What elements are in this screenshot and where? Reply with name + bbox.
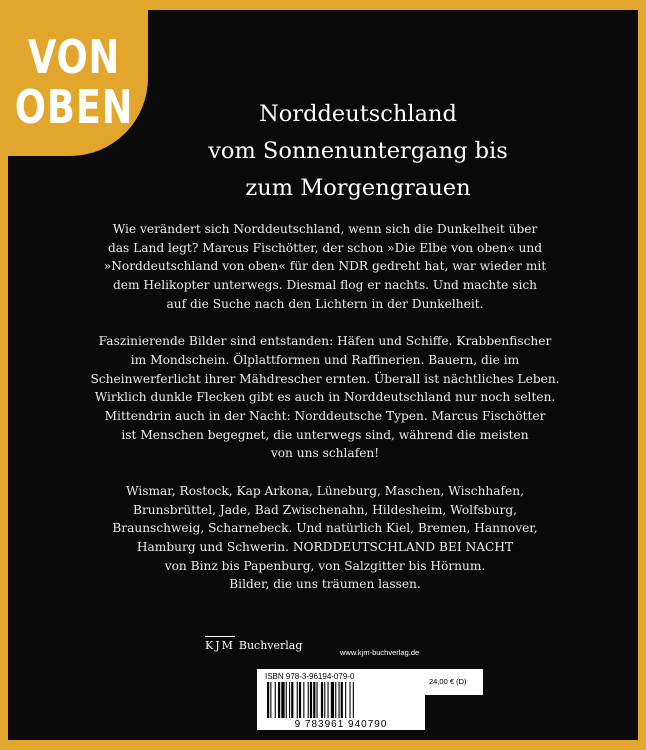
badge-line-2: OBEN: [14, 80, 134, 134]
headline-line: Norddeutschland: [259, 101, 457, 127]
barcode-bar: [289, 682, 290, 718]
barcode-bar: [317, 682, 318, 718]
barcode-bar: [291, 682, 293, 718]
barcode-bar: [286, 682, 287, 718]
barcode-bar: [350, 682, 351, 718]
text-line: Brunsbrüttel, Jade, Bad Zwischenahn, Hildesheim, Wolfsburg,: [133, 502, 517, 517]
price-label: 24,00 € (D): [429, 677, 467, 686]
text-line: Wirklich dunkle Flecken gibt es auch in Norddeutschland nur noch selten.: [94, 390, 556, 405]
barcode-bar: [270, 682, 271, 718]
barcode-bar: [297, 682, 298, 718]
barcode-digits: 9 783961 940790: [294, 719, 388, 730]
barcode-bar: [324, 682, 325, 718]
price-box: [425, 669, 483, 695]
text-line: Faszinierende Bilder sind entstanden: Häfen und Schiffe. Krabbenfischer: [98, 334, 552, 349]
barcode-bar: [281, 682, 284, 718]
barcode-bar: [308, 682, 309, 718]
barcode-bar: [353, 682, 354, 718]
barcode-bar: [345, 682, 346, 718]
badge-line-1: VON: [27, 30, 121, 84]
publisher-logo: [205, 636, 302, 652]
text-line: dem Helikopter unterwegs. Diesmal flog er nachts. Und machte sich: [112, 278, 538, 293]
text-line: Hamburg und Schwerin. NORDDEUTSCHLAND BEI NACHT: [136, 539, 514, 554]
barcode-bar: [328, 682, 329, 718]
headline-line: vom Sonnenuntergang bis: [208, 138, 508, 164]
text-line: das Land legt? Marcus Fischötter, der schon »Die Elbe von oben« und: [107, 240, 543, 255]
blurb-paragraph-1: [90, 220, 560, 314]
barcode-bar: [321, 682, 323, 718]
barcode-bar: [339, 682, 340, 718]
barcode-bar: [299, 682, 301, 718]
headline: [138, 96, 578, 207]
text-line: Wie verändert sich Norddeutschland, wenn sich die Dunkelheit über: [112, 222, 538, 236]
isbn-label: ISBN 978-3-96194-079-0: [265, 672, 355, 681]
back-cover: [8, 10, 638, 740]
barcode-bar: [331, 682, 334, 718]
text-line: Mittendrin auch in der Nacht: Norddeutsche Typen. Marcus Fischötter: [104, 409, 546, 424]
barcode-bar: [313, 682, 315, 718]
barcode-bar: [278, 682, 280, 718]
text-line: Bilder, die uns träumen lassen.: [229, 577, 421, 592]
barcode-bar: [267, 682, 269, 718]
text-line: auf die Suche nach den Lichtern in der Dunkelheit.: [166, 296, 484, 311]
publisher-url: www.kjm-buchverlag.de: [340, 648, 420, 657]
text-line: ist Menschen begegnet, die unterwegs sind, während die meisten: [121, 427, 529, 442]
text-line: Scheinwerferlicht ihrer Mähdrescher ernten. Überall ist nächtliches Leben.: [90, 371, 560, 386]
publisher-name: Buchverlag: [238, 639, 303, 652]
blurb: [90, 220, 560, 613]
headline-line: zum Morgengrauen: [245, 175, 471, 201]
barcode-bar: [335, 682, 336, 718]
barcode-bar: [310, 682, 312, 718]
von-oben-badge: [8, 10, 148, 156]
blurb-paragraph-3: [90, 482, 560, 594]
text-line: Wismar, Rostock, Kap Arkona, Lüneburg, Maschen, Wischhafen,: [126, 483, 524, 498]
barcode-bar: [275, 682, 276, 718]
barcode-bar: [341, 682, 343, 718]
text-line: im Mondschein. Ölplattformen und Raffinerien. Bauern, die im: [130, 352, 520, 367]
text-line: Braunschweig, Scharnebeck. Und natürlich Kiel, Bremen, Hannover,: [112, 521, 538, 536]
text-line: von Binz bis Papenburg, von Salzgitter bis Hörnum.: [164, 558, 486, 573]
barcode-bar: [303, 682, 304, 718]
text-line: von uns schlafen!: [270, 446, 380, 461]
publisher-mark: KJM: [205, 636, 235, 652]
text-line: »Norddeutschland von oben« für den NDR gedreht hat, war wieder mit: [103, 259, 547, 274]
barcode: [257, 669, 425, 730]
blurb-paragraph-2: [90, 332, 560, 463]
barcode-bars: [267, 682, 417, 718]
